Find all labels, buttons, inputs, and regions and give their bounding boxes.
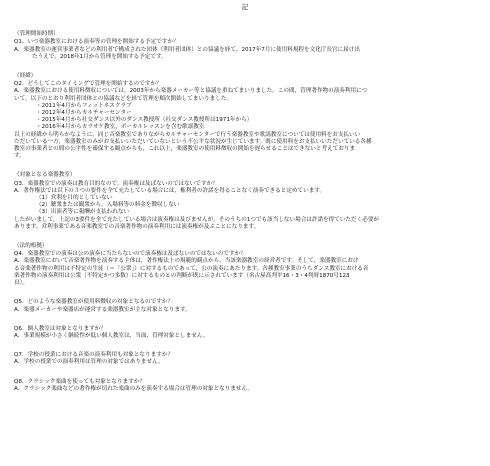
answer-line: したがいまして，上記の3要件を全て充たしている場合は演奏権は及びませんが，そのうちの1つでも該当しない場合は許諾を得ていただく必要が [14, 216, 380, 223]
list-item: （3）出演者等に報酬が支払われない [36, 209, 130, 216]
answer-line: あります。営利事業である音楽教室での音楽著作物の演奏利用には演奏権が及ぶことになります。 [14, 223, 260, 230]
list-item: （2）聴衆または観衆から，入場料等の料金を徴収しない [36, 202, 180, 209]
list-item: ・2011年4月からフィットネスクラブ [36, 102, 132, 109]
section-start-timing [14, 31, 476, 61]
answer-line: 楽著作物の演奏利用は公衆（不特定かつ多数）に対するものとの判断が既に示されています（名古屋高判平16・3・4判時1870号123 [14, 272, 350, 279]
answer-line: A．楽器教室における使用料徴収については，2003年から楽器メーカー等と協議を重ねてまいりました。この間，管理著作物の演奏利用につ [14, 88, 368, 95]
section-q7 [14, 352, 476, 366]
section-heading: （管理開始時期） [14, 31, 59, 38]
answer-line: 頁）。 [14, 280, 28, 287]
list-item: ・2016年4月からカラオケ教室，ボーカルレッスンを含む歌謡教室 [36, 124, 205, 131]
question-text: Q1．いつ楽器教室における演奏等の管理を開始する予定ですか？ [14, 39, 179, 46]
answer-line: いて，以下のとおり利用者団体との協議などを経て管理を順次開始してまいりました。 [14, 95, 233, 102]
answer-line: たうえで，2018年1月から管理を開始する予定です。 [32, 53, 167, 60]
section-q8 [14, 379, 476, 393]
answer-line: A．事業規模が小さく継続性が低い個人教室は，当面，管理対象としません。 [14, 332, 209, 339]
question-text: Q8．クラシック楽曲を使っても対象となりますか？ [14, 378, 145, 385]
answer-line: A．著作権法では以下の３つの要件を全て充たしている場合には，権利者の許諾を得ることなく演奏できると定めています。 [14, 187, 326, 194]
answer-line: A．楽器教室の運営事業者などの利用者で構成された団体（利用者団体）との協議を経て，2017年7月に使用料規程を文化庁長官に届け出 [14, 46, 360, 53]
question-text: Q2．どうしてこのタイミングで管理を開始するのですか？ [14, 81, 162, 88]
answer-line: 以上の経緯から明らかなように，同じ音楽教室でありながらカルチャーセンターで行う楽器教室や歌謡教室については使用料をお支払いい [14, 131, 361, 138]
document-title: 記 [241, 3, 249, 11]
question-text: Q5．どのような楽器教室が使用料徴収の対象となるのですか？ [14, 299, 173, 306]
section-heading: （法的根拠） [14, 243, 48, 250]
section-q5 [14, 299, 476, 313]
list-item: ・2012年4月からカルチャーセンター [36, 110, 132, 117]
answer-line: A．楽器教室において音楽著作物を演奏する主体は，著作権法上の規範的観点から，当該楽器教室の経営者です。そして，楽器教室におけ [14, 258, 359, 265]
question-text: Q7．学校の授業における音楽の演奏利用も対象となりますか？ [14, 352, 173, 359]
answer-line: A．クラシック楽曲などの著作権が切れた楽曲のみを演奏する場合は管理の対象となりません。 [14, 385, 253, 392]
answer-line: る音楽著作物の利用は不特定の生徒（＝「公衆」）に対するものであって，公の演奏にあたります。各種教室事業のうちダンス教室における音 [14, 265, 369, 272]
question-text: Q6．個人教室は対象となりますか？ [14, 325, 106, 332]
list-item: ・2015年4月から社交ダンス以外のダンス教授所（社交ダンス教授所は1971年から） [36, 117, 253, 124]
answer-line: 教室の事業者との間の公平性を確保する観点からも，これ以上，楽器教室の使用料徴収の開始を遅らせることはできないと考えておりま [14, 146, 356, 153]
section-background [14, 73, 476, 160]
question-text: Q4．楽器教室での演奏は公の演奏に当たらないので演奏権は及ばないのではないのですか？ [14, 251, 246, 258]
answer-line: ただいている一方，楽器教室のみがお支払いいただいていないという不公平な状況が生じています。既に使用料をお支払いいただいている各種 [14, 138, 372, 145]
section-target-schools [14, 172, 476, 231]
section-legal-basis [14, 243, 476, 287]
list-item: （1）営利を目的としていない [36, 195, 113, 202]
answer-line: A．学校の授業での演奏利用は管理の対象ではありません。 [14, 359, 164, 366]
answer-line: す。 [14, 153, 25, 160]
section-heading: （経緯） [14, 73, 37, 80]
question-text: Q3．楽器教室での演奏は教育目的なので，演奏権は及ばないのではないですか？ [14, 180, 218, 187]
section-heading: （対象となる楽器教室） [14, 172, 76, 179]
answer-line: A．楽器メーカーや楽器店が運営する楽器教室が主な対象となります。 [14, 306, 191, 313]
section-q6 [14, 326, 476, 340]
